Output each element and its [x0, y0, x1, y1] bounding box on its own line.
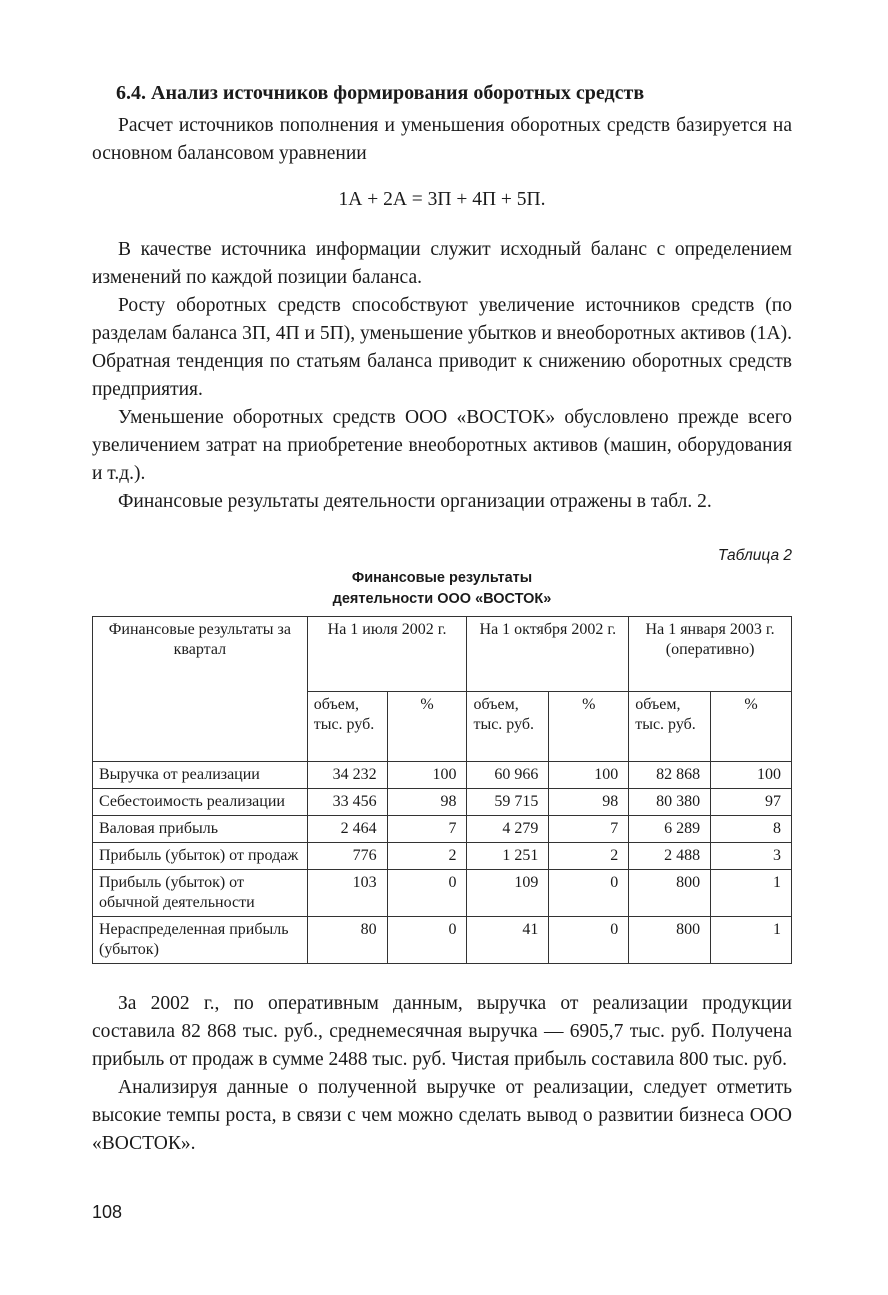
cell-value: 80 [307, 917, 387, 964]
page-number: 108 [92, 1202, 123, 1222]
cell-percent: 98 [387, 789, 467, 816]
table-title-line: Финансовые результаты [351, 570, 533, 586]
cell-value: 4 279 [467, 816, 549, 843]
cell-percent: 7 [387, 816, 467, 843]
period-header: На 1 июля 2002 г. [307, 617, 467, 692]
cell-percent: 0 [387, 870, 467, 917]
cell-percent: 0 [387, 917, 467, 964]
cell-percent: 0 [549, 870, 629, 917]
row-header-cell: Финансовые результаты за квартал [93, 617, 308, 762]
document-page [92, 80, 792, 1158]
paragraph: В качестве источника информации служит исходный баланс с определением изменений по каждой позиции баланса. [92, 239, 792, 288]
table-row [93, 870, 792, 917]
cell-value: 2 464 [307, 816, 387, 843]
paragraph: Анализируя данные о полученной выручке от реализации, следует отметить высокие темпы роста, в связи с чем можно сделать вывод о развитии бизнеса ООО «ВОСТОК». [92, 1077, 792, 1154]
table-title-line: деятельности ООО «ВОСТОК» [332, 591, 552, 607]
table-row [93, 843, 792, 870]
cell-value: 800 [629, 870, 711, 917]
volume-subheader: объем, тыс. руб. [629, 692, 711, 762]
cell-value: 776 [307, 843, 387, 870]
financial-results-table [92, 616, 792, 964]
row-label: Прибыль (убыток) от продаж [93, 843, 308, 870]
row-label: Нераспределенная прибыль (убыток) [93, 917, 308, 964]
cell-value: 34 232 [307, 762, 387, 789]
cell-value: 800 [629, 917, 711, 964]
paragraph: За 2002 г., по оперативным данным, выручка от реализации продукции составила 82 868 тыс. руб., среднемесячная выручка — 6905,7 тыс. руб. Получена прибыль от продаж в сумме 2488 тыс. руб. Чистая прибыль составила 800 тыс. руб. [92, 993, 792, 1070]
cell-value: 80 380 [629, 789, 711, 816]
cell-percent: 0 [549, 917, 629, 964]
section-heading: 6.4. Анализ источников формирования оборотных средств [116, 82, 645, 104]
cell-value: 59 715 [467, 789, 549, 816]
cell-value: 33 456 [307, 789, 387, 816]
cell-value: 82 868 [629, 762, 711, 789]
table-row [93, 917, 792, 964]
paragraph: Финансовые результаты деятельности организации отражены в табл. 2. [118, 491, 712, 512]
cell-percent: 98 [549, 789, 629, 816]
table-label: Таблица 2 [717, 547, 792, 564]
cell-percent: 97 [711, 789, 792, 816]
table-row [93, 816, 792, 843]
paragraph: Росту оборотных средств способствуют увеличение источников средств (по разделам баланса 3П, 4П и 5П), уменьшение убытков и внеоборотных активов (1А). Обратная тенденция по статьям баланса приводит к снижению оборотных средств предприятия. [92, 295, 792, 400]
period-header: На 1 января 2003 г. (оперативно) [629, 617, 792, 692]
cell-value: 6 289 [629, 816, 711, 843]
cell-percent: 100 [549, 762, 629, 789]
paragraph: Уменьшение оборотных средств ООО «ВОСТОК» обусловлено прежде всего увеличением затрат на приобретение внеоборотных активов (машин, оборудования и т.д.). [92, 407, 792, 484]
cell-percent: 3 [711, 843, 792, 870]
cell-percent: 7 [549, 816, 629, 843]
volume-subheader: объем, тыс. руб. [307, 692, 387, 762]
cell-percent: 8 [711, 816, 792, 843]
percent-subheader: % [387, 692, 467, 762]
cell-percent: 1 [711, 917, 792, 964]
table-header-row [93, 617, 792, 692]
row-label: Валовая прибыль [93, 816, 308, 843]
cell-value: 60 966 [467, 762, 549, 789]
table-row [93, 762, 792, 789]
cell-percent: 2 [549, 843, 629, 870]
row-label: Прибыль (убыток) от обычной деятельности [93, 870, 308, 917]
balance-equation: 1А + 2А = 3П + 4П + 5П. [338, 189, 546, 210]
percent-subheader: % [711, 692, 792, 762]
percent-subheader: % [549, 692, 629, 762]
cell-percent: 2 [387, 843, 467, 870]
cell-percent: 1 [711, 870, 792, 917]
volume-subheader: объем, тыс. руб. [467, 692, 549, 762]
cell-value: 103 [307, 870, 387, 917]
cell-percent: 100 [387, 762, 467, 789]
text-after-table [92, 990, 792, 1158]
cell-value: 1 251 [467, 843, 549, 870]
cell-value: 2 488 [629, 843, 711, 870]
row-label: Себестоимость реализации [93, 789, 308, 816]
row-label: Выручка от реализации [93, 762, 308, 789]
table-row [93, 789, 792, 816]
paragraph: Расчет источников пополнения и уменьшения оборотных средств базируется на основном балансовом уравнении [92, 115, 792, 164]
cell-value: 109 [467, 870, 549, 917]
cell-value: 41 [467, 917, 549, 964]
table-title [92, 568, 792, 610]
period-header: На 1 октября 2002 г. [467, 617, 629, 692]
cell-percent: 100 [711, 762, 792, 789]
